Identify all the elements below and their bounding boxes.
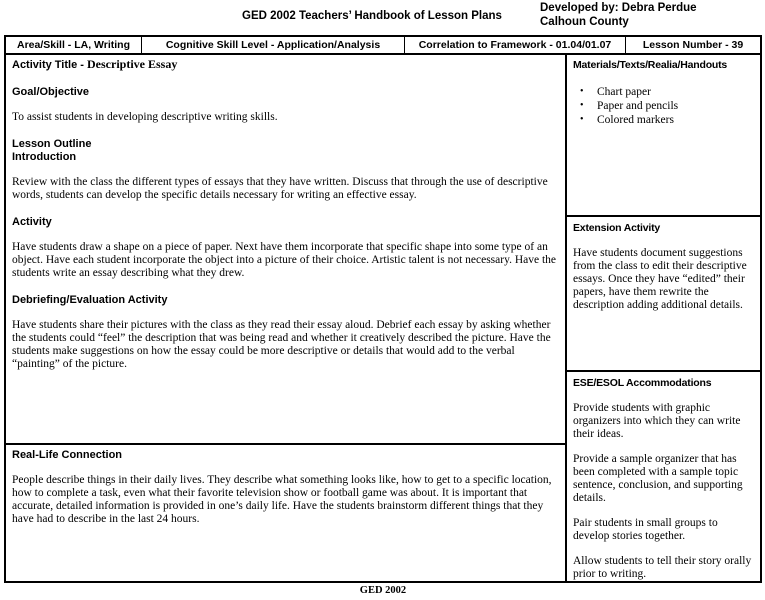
ese-paragraph: Provide students with graphic organizers into which they can write their ideas.	[573, 402, 741, 440]
extension-text: Have students document suggestions from the class to edit their descriptive essays. Once they have “edited” their papers, have them rewrite the description adding additional details.	[573, 247, 747, 311]
materials-item-text: Colored markers	[597, 114, 674, 126]
bullet-icon: •	[580, 86, 584, 97]
activity-title-label: Activity Title -	[12, 59, 84, 71]
lesson-outline-heading: Lesson Outline	[12, 138, 92, 150]
bullet-icon: •	[580, 114, 584, 125]
table-header-row	[6, 37, 760, 55]
lesson-plan-table	[4, 35, 762, 583]
page-footer: GED 2002	[359, 585, 407, 596]
activity-heading: Activity	[12, 216, 52, 228]
goal-text: To assist students in developing descriptive writing skills.	[12, 111, 278, 123]
debriefing-text: Have students share their pictures with the class as they read their essay aloud. Debrief each essay by asking whether the students could “feel” the description that was being read and whether it creatively described the picture. Have the students make suggestions on how the essay could be more descriptive or details that would add to the verbal “painting” of the picture.	[12, 319, 551, 370]
header-cell-cognitive-skill: Cognitive Skill Level - Application/Analysis	[142, 37, 405, 53]
real-life-text: People describe things in their daily lives. They describe what something looks like, how to get to a specific location, how to complete a task, even what their favorite television show or football game was about. It is important that accurate, detailed information is provided in one’s daily life. Have the students brainstorm different things that they have had to describe in the last 24 hours.	[12, 474, 552, 525]
document-title: GED 2002 Teachers’ Handbook of Lesson Plans	[242, 10, 502, 22]
materials-item-text: Chart paper	[597, 86, 651, 98]
introduction-text: Review with the class the different types of essays that they have written. Discuss that through the use of descriptive words, students can develop the specific details necessary for writing an effective essay.	[12, 176, 548, 201]
activity-text: Have students draw a shape on a piece of paper. Next have them incorporate that specific shape into some type of an object. Have each student incorporate the object into a picture of their choice. Artistic talent is not necessary. Have the students write an essay describing what they drew.	[12, 241, 557, 279]
extension-heading: Extension Activity	[573, 222, 661, 234]
activity-title-value: Descriptive Essay	[87, 57, 178, 71]
section-ese-esol	[567, 372, 760, 581]
bullet-icon: •	[580, 100, 584, 111]
developed-by-county: Calhoun County	[540, 16, 629, 28]
list-item	[573, 99, 754, 113]
developed-by-line: Developed by: Debra Perdue	[540, 2, 697, 14]
ese-paragraph: Pair students in small groups to develop stories together.	[573, 517, 718, 542]
section-real-life-connection	[6, 445, 565, 581]
ese-heading: ESE/ESOL Accommodations	[573, 377, 712, 389]
section-lesson-body	[6, 55, 565, 445]
ese-paragraph: Allow students to tell their story orally prior to writing.	[573, 555, 752, 580]
sidebar-column	[567, 55, 760, 581]
developed-by-block	[540, 1, 697, 29]
materials-item-text: Paper and pencils	[597, 100, 679, 112]
main-column	[6, 55, 567, 581]
header-cell-area-skill: Area/Skill - LA, Writing	[6, 37, 142, 53]
section-materials	[567, 55, 760, 217]
list-item	[573, 85, 754, 99]
section-extension-activity	[567, 217, 760, 372]
introduction-heading: Introduction	[12, 151, 77, 163]
header-cell-correlation: Correlation to Framework - 01.04/01.07	[405, 37, 626, 53]
table-body	[6, 55, 760, 581]
materials-heading: Materials/Texts/Realia/Handouts	[573, 59, 728, 71]
materials-list	[573, 85, 754, 127]
goal-heading: Goal/Objective	[12, 86, 90, 98]
header-cell-lesson-number: Lesson Number - 39	[642, 39, 744, 51]
list-item	[573, 113, 754, 127]
ese-paragraph: Provide a sample organizer that has been completed with a sample topic sentence, conclusion, and supporting details.	[573, 453, 743, 504]
real-life-heading: Real-Life Connection	[12, 449, 123, 461]
debriefing-heading: Debriefing/Evaluation Activity	[12, 294, 168, 306]
activity-title-heading	[12, 58, 559, 72]
